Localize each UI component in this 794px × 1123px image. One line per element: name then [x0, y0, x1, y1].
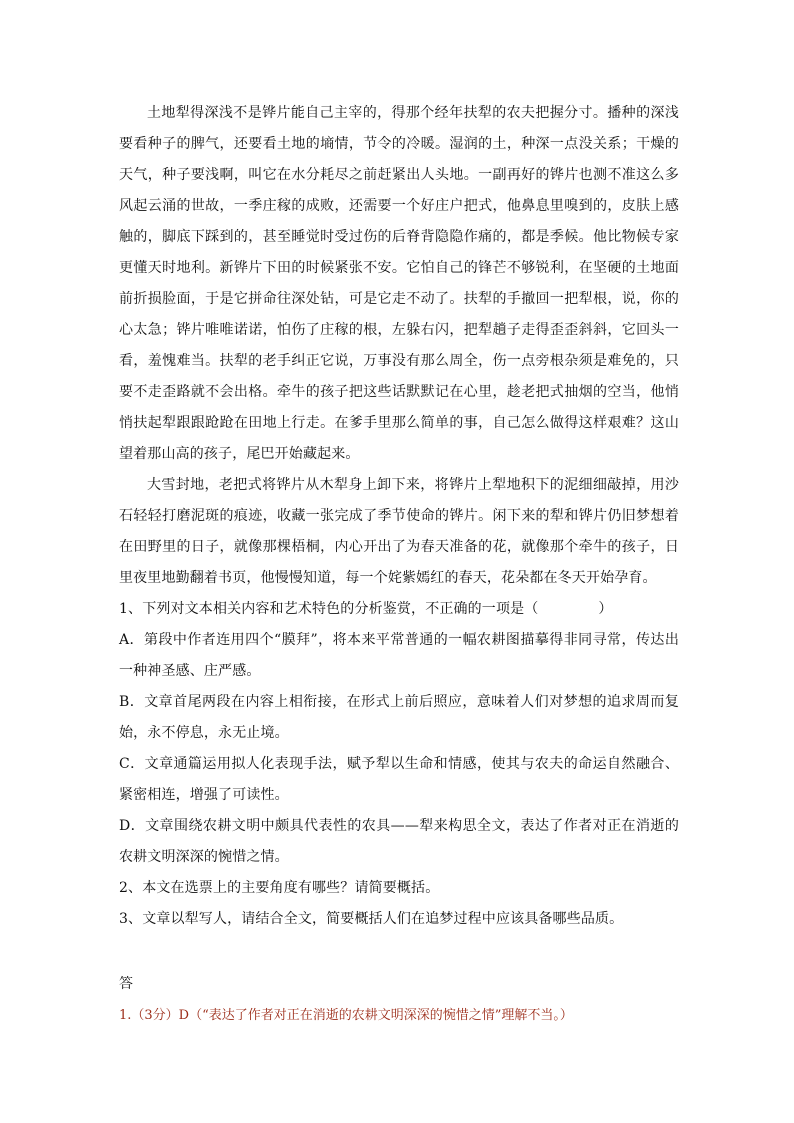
question-1-option-b: B．文章首尾两段在内容上相衔接，在形式上前后照应，意味着人们对梦想的追求周而复始，永不停息，永无止境。 — [119, 694, 679, 741]
question-3: 3、文章以犁写人，请结合全文，简要概括人们在追梦过程中应该具备哪些品质。 — [119, 911, 624, 927]
answer-heading: 答 — [119, 976, 133, 992]
question-2: 2、本文在选票上的主要角度有哪些？请简要概括。 — [119, 880, 440, 896]
question-1-option-a: A．第段中作者连用四个“膜拜”，将本来平常普通的一幅农耕图描摹得非同寻常，传达出一种神圣感、庄严感。 — [119, 632, 679, 679]
body-paragraph-1: 土地犁得深浅不是铧片能自己主宰的，得那个经年扶犁的农夫把握分寸。播种的深浅要看种子的脾气，还要看土地的墒情，节令的冷暖。湿润的土，种深一点没关系；干燥的天气，种子要浅啊，叫它在水分耗尽之前赶紧出人头地。一副再好的铧片也测不准这么多风起云涌的世故，一季庄稼的成败，还需要一个好庄户把式，他鼻息里嗅到的，皮肤上感触的，脚底下踩到的，甚至睡觉时受过伤的后脊背隐隐作痛的，都是季候。他比物候专家更懂天时地利。新铧片下田的时候紧张不安。它怕自己的锋芒不够锐利，在坚硬的土地面前折损脸面，于是它拼命往深处钻，可是它走不动了。扶犁的手撤回一把犁根，说，你的心太急；铧片唯唯诺诺，怕伤了庄稼的根，左躲右闪，把犁趟子走得歪歪斜斜，它回头一看，羞愧难当。扶犁的老手纠正它说，万事没有那么周全，伤一点旁根杂须是难免的，只要不走歪路就不会出格。牵牛的孩子把这些话默默记在心里，趁老把式抽烟的空当，他悄悄扶起犁跟跟跄跄在田地上行走。在爹手里那么简单的事，自己怎么做得这样艰难？这山望着那山高的孩子，尾巴开始藏起来。 — [119, 105, 679, 462]
question-1-option-d: D．文章围绕农耕文明中颇具代表性的农具——犁来构思全文，表达了作者对正在消逝的农耕文明深深的惋惜之情。 — [119, 818, 679, 865]
body-paragraph-2: 大雪封地，老把式将铧片从木犁身上卸下来，将铧片上犁地积下的泥细细敲掉，用沙石轻轻打磨泥斑的痕迹，收藏一张完成了季节使命的铧片。闲下来的犁和铧片仍旧梦想着在田野里的日子，就像那棵梧桐，内心开出了为春天准备的花，就像那个牵牛的孩子，日里夜里地勤翻着书页，他慢慢知道，每一个姹紫嫣红的春天，花朵都在冬天开始孕育。 — [119, 477, 679, 586]
answer-1: 1.（3分）D（“表达了作者对正在消逝的农耕文明深深的惋惜之情”理解不当。） — [119, 1008, 573, 1023]
question-1-stem: 1、下列对文本相关内容和艺术特色的分析鉴赏，不正确的一项是（ — [119, 601, 539, 617]
question-1-option-c: C．文章通篇运用拟人化表现手法，赋予犁以生命和情感，使其与农夫的命运自然融合、紧密相连，增强了可读性。 — [119, 756, 679, 803]
question-1-close: ） — [598, 601, 613, 617]
question-1 — [119, 594, 679, 625]
